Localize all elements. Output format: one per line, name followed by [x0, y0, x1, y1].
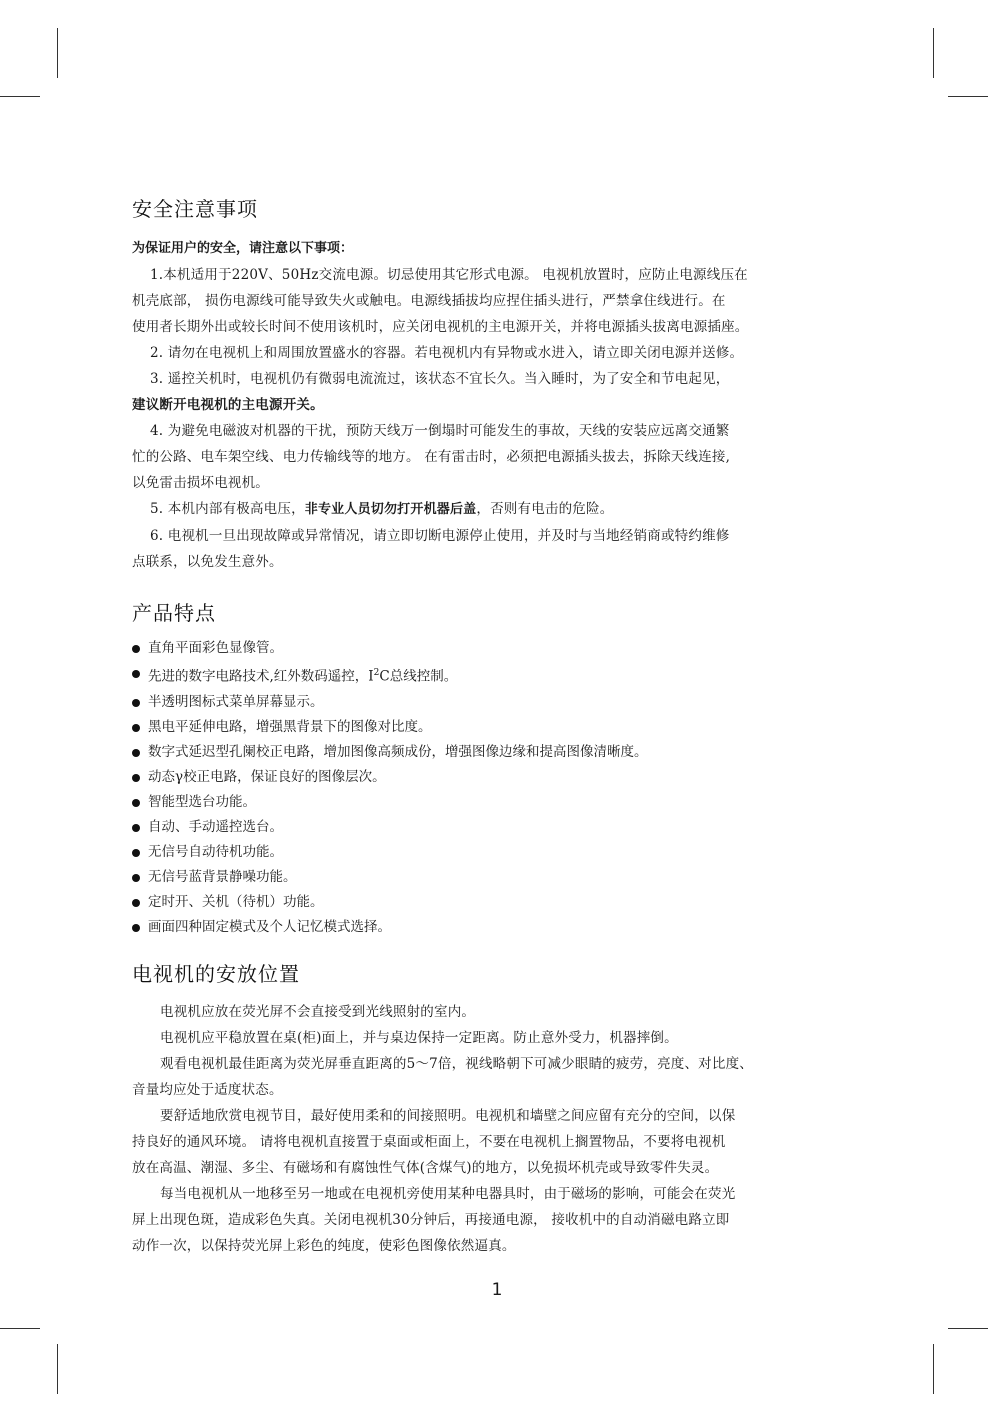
placement-para-3-line-1: 观看电视机最佳距离为荧光屏垂直距离的5～7倍，视线略朝下可减少眼睛的疲劳，亮度、对比度、 [160, 1055, 753, 1072]
bullet-icon [132, 874, 140, 882]
placement-title: 电视机的安放位置 [132, 961, 300, 986]
placement-para-4-line-1: 要舒适地欣赏电视节目，最好使用柔和的间接照明。电视机和墙壁之间应留有充分的空间，以保 [160, 1107, 736, 1124]
safety-section [132, 193, 872, 575]
bullet-icon [132, 670, 140, 678]
safety-item-2: 2. 请勿在电视机上和周围放置盛水的容器。若电视机内有异物或水进入，请立即关闭电源并送修。 [150, 345, 744, 361]
feature-text: 直角平面彩色显像管。 [148, 640, 283, 656]
feature-item [132, 715, 872, 740]
crop-mark-bottom-left-horizontal [0, 1328, 40, 1329]
bullet-icon [132, 774, 140, 782]
feature-text: 智能型选台功能。 [148, 793, 256, 810]
crop-mark-top-left-horizontal [0, 96, 40, 97]
safety-item-4-line-3: 以免雷击损坏电视机。 [132, 475, 269, 491]
feature-item [132, 636, 872, 661]
bullet-icon [132, 699, 140, 707]
feature-item [132, 840, 872, 865]
safety-intro: 为保证用户的安全，请注意以下事项： [132, 241, 354, 256]
page-number: 1 [491, 1280, 503, 1300]
placement-para-4-line-2: 持良好的通风环境。 请将电视机直接置于桌面或柜面上，不要在电视机上搁置物品，不要将电视机 [132, 1133, 726, 1150]
feature-item [132, 790, 872, 815]
bullet-icon [132, 849, 140, 857]
feature-text: 定时开、关机（待机）功能。 [148, 893, 324, 910]
safety-item-5-warning: 非专业人员切勿打开机器后盖 [304, 502, 477, 517]
bullet-icon [132, 799, 140, 807]
feature-item [132, 740, 872, 765]
placement-para-1: 电视机应放在荧光屏不会直接受到光线照射的室内。 [160, 1003, 476, 1020]
crop-mark-bottom-right-vertical [933, 1344, 934, 1394]
safety-item-5 [132, 496, 872, 523]
feature-text: 先进的数字电路技术,红外数码遥控，I [148, 668, 374, 685]
feature-item [132, 765, 872, 790]
feature-text-cont: C总线控制。 [379, 668, 458, 685]
safety-item-6-line-1: 6. 电视机一旦出现故障或异常情况，请立即切断电源停止使用，并及时与当地经销商或特约维修 [150, 528, 730, 544]
safety-item-4-line-2: 忙的公路、电车架空线、电力传输线等的地方。 在有雷击时，必须把电源插头拔去，拆除天线连接, [132, 449, 731, 465]
safety-item-1-line-1: 1.本机适用于220V、50Hz交流电源。切忌使用其它形式电源。 电视机放置时，应防止电源线压在 [150, 267, 748, 283]
safety-item-5-part-c: ，否则有电击的危险。 [476, 501, 614, 517]
feature-text: 黑电平延伸电路，增强黑背景下的图像对比度。 [148, 718, 432, 735]
placement-para-3-line-2: 音量均应处于适度状态。 [132, 1081, 283, 1098]
crop-mark-top-left-vertical [57, 28, 58, 78]
feature-item [132, 915, 872, 940]
bullet-icon [132, 749, 140, 757]
crop-mark-top-right-horizontal [948, 96, 988, 97]
crop-mark-top-right-vertical [933, 28, 934, 78]
feature-text: 数字式延迟型孔阑校正电路，增加图像高频成份，增强图像边缘和提高图像清晰度。 [148, 743, 648, 760]
crop-mark-bottom-right-horizontal [948, 1328, 988, 1329]
safety-item-3-line-2: 建议断开电视机的主电源开关。 [132, 397, 324, 413]
bullet-icon [132, 924, 140, 932]
feature-item [132, 815, 872, 840]
feature-text: 自动、手动遥控选台。 [148, 818, 283, 835]
feature-item [132, 865, 872, 890]
placement-para-5-line-3: 动作一次，以保持荧光屏上彩色的纯度，使彩色图像依然逼真。 [132, 1237, 516, 1254]
feature-item [132, 890, 872, 915]
placement-para-5-line-1: 每当电视机从一地移至另一地或在电视机旁使用某种电器具时，由于磁场的影响，可能会在荧光 [160, 1185, 736, 1202]
bullet-icon [132, 824, 140, 832]
safety-item-5-part-a: 5. 本机内部有极高电压， [150, 501, 305, 517]
feature-text: 半透明图标式菜单屏幕显示。 [148, 693, 324, 710]
safety-item-6-line-2: 点联系，以免发生意外。 [132, 554, 283, 570]
feature-item [132, 690, 872, 715]
feature-text: 动态γ校正电路，保证良好的图像层次。 [148, 768, 386, 785]
feature-superscript: 2 [373, 668, 380, 678]
feature-item [132, 661, 872, 690]
placement-section [132, 958, 872, 1259]
bullet-icon [132, 724, 140, 732]
features-title: 产品特点 [132, 601, 216, 625]
features-list [132, 636, 872, 940]
safety-title: 安全注意事项 [132, 197, 258, 221]
bullet-icon [132, 899, 140, 907]
feature-text: 无信号自动待机功能。 [148, 843, 283, 860]
feature-text: 无信号蓝背景静噪功能。 [148, 868, 297, 885]
safety-item-1-line-2: 机壳底部， 损伤电源线可能导致失火或触电。电源线插拔均应捏住插头进行，严禁拿住线进行。在 [132, 293, 726, 309]
safety-item-3-line-1: 3. 遥控关机时，电视机仍有微弱电流流过，该状态不宜长久。当入睡时，为了安全和节电起见， [150, 371, 730, 387]
placement-para-2: 电视机应平稳放置在桌(柜)面上，并与桌边保持一定距离。防止意外受力，机器摔倒。 [160, 1029, 678, 1046]
feature-text: 画面四种固定模式及个人记忆模式选择。 [148, 918, 391, 935]
placement-para-4-line-3: 放在高温、潮湿、多尘、有磁场和有腐蚀性气体(含煤气)的地方，以免损坏机壳或导致零件失灵。 [132, 1159, 719, 1176]
page-content [132, 193, 872, 1259]
placement-para-5-line-2: 屏上出现色斑，造成彩色失真。关闭电视机30分钟后，再接通电源， 接收机中的自动消磁电路立即 [132, 1211, 730, 1228]
safety-item-4-line-1: 4. 为避免电磁波对机器的干扰，预防天线万一倒塌时可能发生的事故，天线的安装应远离交通繁 [150, 423, 730, 439]
bullet-icon [132, 645, 140, 653]
safety-item-1-line-3: 使用者长期外出或较长时间不使用该机时，应关闭电视机的主电源开关，并将电源插头拔离电源插座。 [132, 319, 749, 335]
crop-mark-bottom-left-vertical [57, 1344, 58, 1394]
features-section [132, 597, 872, 940]
